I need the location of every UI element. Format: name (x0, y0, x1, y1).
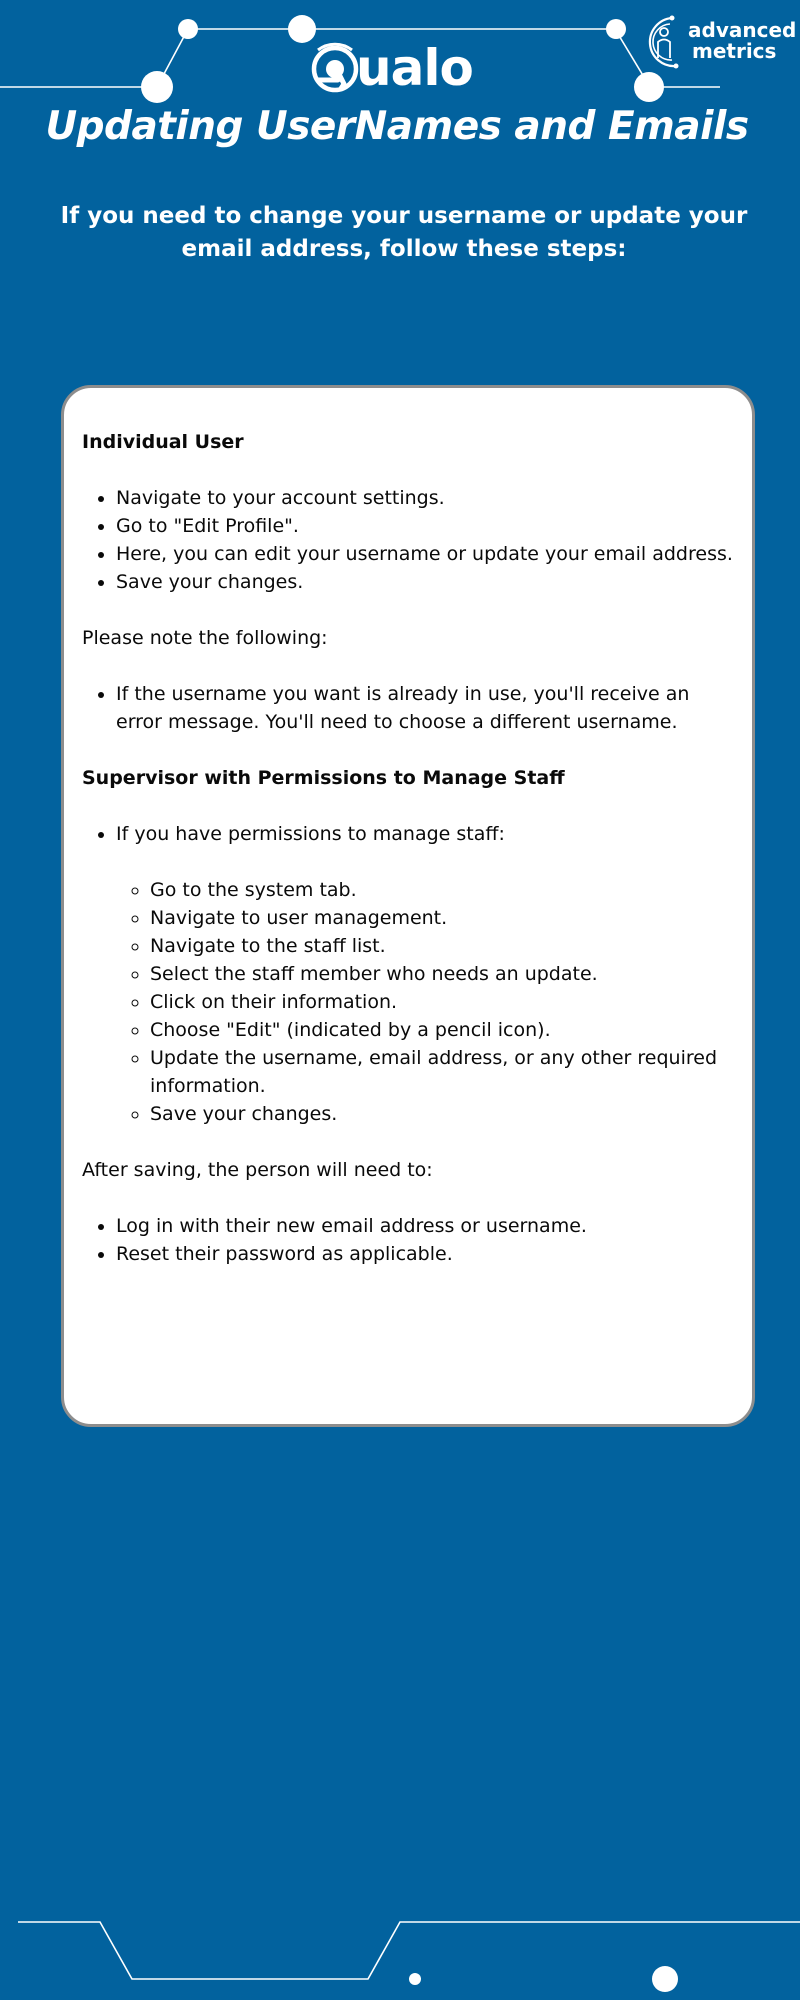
list-item: ◦ Choose "Edit" (indicated by a pencil icon). (150, 1016, 734, 1044)
list-item: • If the username you want is already in use, you'll receive an error message. You'll need to choose a different username. (116, 680, 734, 736)
note-intro: Please note the following: (82, 627, 328, 649)
list-item (116, 820, 734, 1128)
brand-name: ualo (356, 39, 473, 97)
supervisor-steps-list (116, 876, 734, 1128)
supervisor-intro: If you have permissions to manage staff: (116, 823, 505, 845)
after-saving-list (82, 1212, 734, 1268)
list-item: • Here, you can edit your username or update your email address. (116, 540, 734, 568)
list-item: • Navigate to your account settings. (116, 484, 734, 512)
list-item: ◦ Save your changes. (150, 1100, 734, 1128)
list-item: ◦ Select the staff member who needs an update. (150, 960, 734, 988)
individual-steps-list (82, 484, 734, 596)
instructions-card (61, 385, 755, 1427)
list-item: • Log in with their new email address or username. (116, 1212, 734, 1240)
wordmark-line-1: advanced (688, 18, 797, 42)
advanced-metrics-wordmark (688, 20, 796, 62)
list-item: ◦ Click on their information. (150, 988, 734, 1016)
notes-list (82, 680, 734, 736)
page-subtitle: If you need to change your username or update your email address, follow these steps: (60, 203, 748, 262)
list-item: • Save your changes. (116, 568, 734, 596)
list-item: ◦ Go to the system tab. (150, 876, 734, 904)
list-item: • Go to "Edit Profile". (116, 512, 734, 540)
wordmark-line-2: metrics (692, 39, 777, 63)
list-item: • Reset their password as applicable. (116, 1240, 734, 1268)
advanced-metrics-logo (642, 10, 800, 80)
individual-user-heading: Individual User (82, 431, 244, 453)
list-item: ◦ Navigate to user management. (150, 904, 734, 932)
advanced-metrics-logo-icon (642, 12, 690, 72)
supervisor-list (82, 820, 734, 1128)
supervisor-heading: Supervisor with Permissions to Manage Staff (82, 767, 565, 789)
after-saving-intro: After saving, the person will need to: (82, 1159, 433, 1181)
list-item: ◦ Update the username, email address, or any other required information. (150, 1044, 734, 1100)
qualo-logo (310, 36, 473, 106)
list-item: ◦ Navigate to the staff list. (150, 932, 734, 960)
page-title: Updating UserNames and Emails (45, 104, 749, 149)
qualo-logo-icon (310, 36, 360, 100)
